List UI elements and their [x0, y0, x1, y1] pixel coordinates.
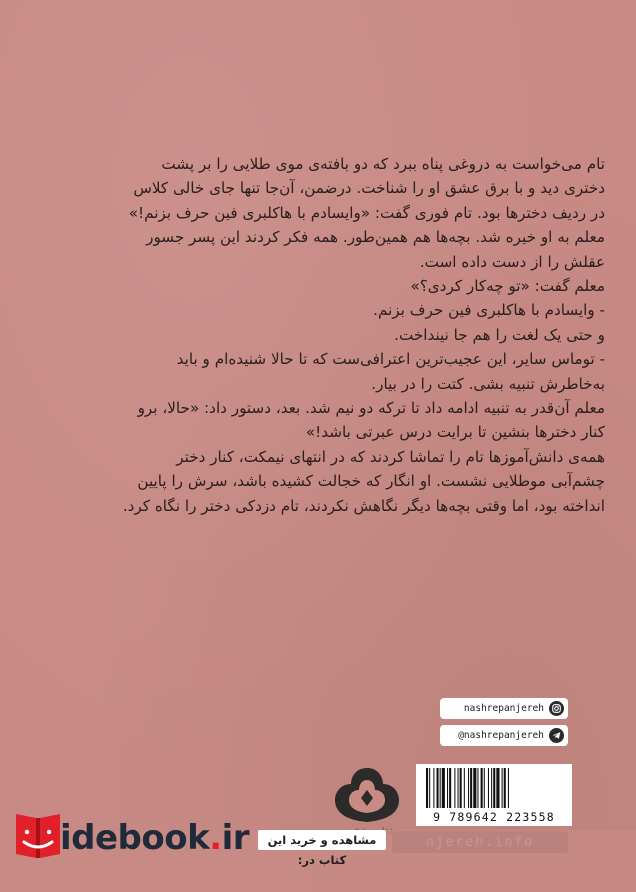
blurb-paragraph: معلم آن‌قدر به تنبیه ادامه داد تا ترکه دو نیم شد. بعد، دستور داد: «حالا، برو کنار دخترها بنشین تا برایت درس عبرتی باشد!»	[137, 399, 605, 442]
instagram-handle	[440, 698, 568, 719]
watermark-cta[interactable]: مشاهده و خرید این کتاب در:	[258, 830, 386, 850]
blurb-paragraph: معلم به او خیره شد. بچه‌ها هم همین‌طور. همه فکر کردند این پسر جسور عقلش را از دست داده است.	[146, 228, 605, 271]
blurb-paragraph: و حتی یک لغت را هم جا نینداخت.	[394, 325, 605, 344]
watermark-brand[interactable]	[60, 818, 249, 858]
instagram-handle-text: nashrepanjereh	[463, 703, 544, 714]
isbn-number: 9 789642 223558	[433, 810, 555, 824]
watermark-banner[interactable]	[0, 796, 636, 892]
brand-dot: .	[209, 818, 222, 858]
brand-main: idebook	[60, 818, 210, 858]
instagram-icon	[549, 701, 564, 716]
telegram-icon	[549, 728, 564, 743]
blurb-paragraph: - توماس سایر، این عجیب‌ترین اعترافی‌ست که تا حالا شنیده‌ام و باید به‌خاطرش تنبیه بشی. کتت را در بیار.	[176, 350, 605, 393]
blurb-paragraph: معلم گفت: «تو چه‌کار کردی؟»	[410, 277, 605, 296]
blurb-paragraph: تام می‌خواست به دروغی پناه ببرد که دو بافته‌ی موی طلایی را بر پشت دختری دید و با برق عشق او را شناخت. درضمن، آن‌جا تنها جای خالی کلاس در ردیف دخترها بود. تام فوری گفت: «وایسادم با هاکلبری فین حرف بزنم!»	[128, 155, 605, 222]
telegram-handle	[440, 725, 568, 746]
blurb-paragraph: همه‌ی دانش‌آموزها تام را تماشا کردند که در انتهای نیمکت، کنار دختر چشم‌آبی موطلایی نشست. او انگار که خجالت کشیده باشد، سرش را پایین انداخته بود، اما وقتی بچه‌ها دیگر نگاهش نکردند، تام دزدکی دختر را نگاه کرد.	[122, 447, 605, 515]
brand-tld: ir	[221, 818, 250, 858]
telegram-handle-text: @nashrepanjereh	[458, 730, 544, 741]
book-icon	[10, 804, 66, 864]
blurb-text	[120, 152, 605, 518]
blurb-paragraph: - وایسادم با هاکلبری فین حرف بزنم.	[373, 301, 605, 320]
